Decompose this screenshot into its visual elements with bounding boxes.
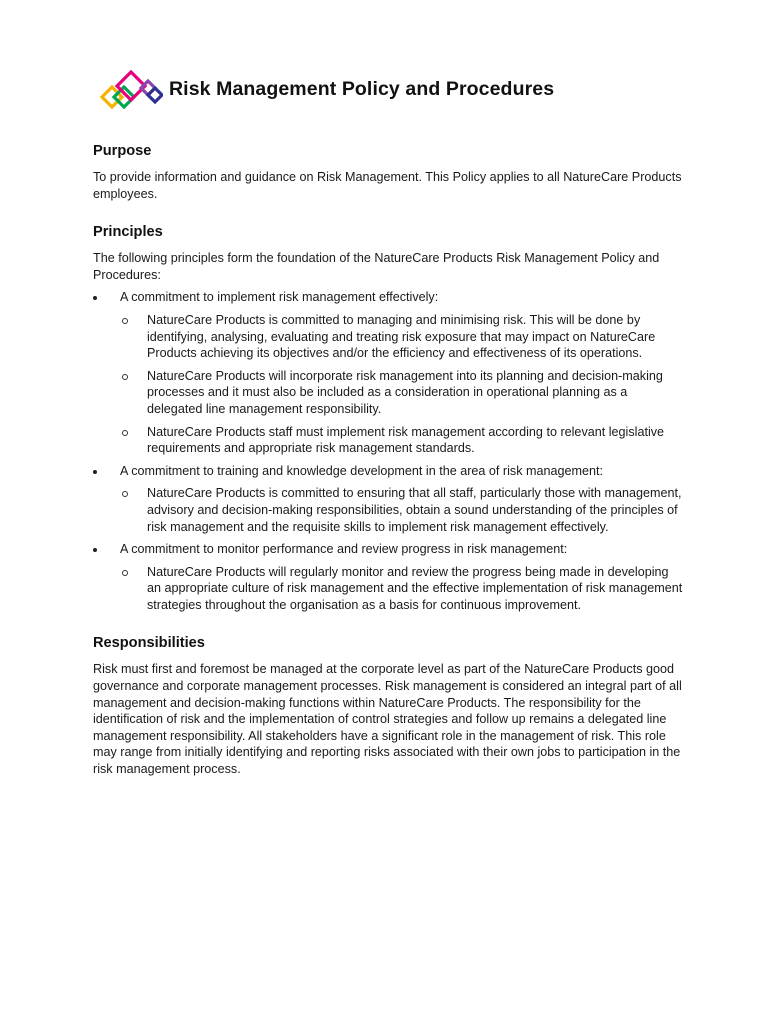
principle-sublist xyxy=(120,564,683,614)
principle-subitem xyxy=(120,564,683,614)
principle-item xyxy=(93,289,683,456)
responsibilities-heading: Responsibilities xyxy=(93,635,205,652)
principle-item xyxy=(93,463,683,535)
principles-list xyxy=(93,289,683,613)
principle-subitem xyxy=(120,368,683,418)
purpose-heading: Purpose xyxy=(93,143,152,159)
document-body xyxy=(93,141,683,798)
sub-bullet-icon xyxy=(122,491,128,497)
document-header xyxy=(99,66,554,112)
principle-text: A commitment to implement risk management effectively: xyxy=(120,290,439,305)
principle-subitem xyxy=(120,312,683,362)
principle-subitem-text: NatureCare Products is committed to ensuring that all staff, particularly those with management, advisory and decision-making responsibilities, obtain a sound understanding of the principles of risk management and the requisite skills to implement risk management effectively. xyxy=(147,486,682,534)
purpose-section xyxy=(93,141,683,202)
principles-section xyxy=(93,222,683,613)
principle-sublist xyxy=(120,485,683,535)
sub-bullet-icon xyxy=(122,430,128,436)
responsibilities-text: Risk must first and foremost be managed at the corporate level as part of the NatureCare Products good governance and corporate management processes. Risk management is considered an integral part of all management and decision-making functions within NatureCare Products. The responsibility for the identification of risk and the implementation of control strategies and follow up remains a delegated line management responsibility. All stakeholders have a significant role in the management of risk. This role may range from initially identifying and reporting risks associated with their own jobs to participation in the risk management process. xyxy=(93,662,682,777)
principle-subitem xyxy=(120,424,683,457)
principle-item xyxy=(93,541,683,613)
principle-subitem-text: NatureCare Products will regularly monitor and review the progress being made in developing an appropriate culture of risk management and the effective implementation of risk management strategies throughout the organisation as a basis for continuous improvement. xyxy=(147,564,683,612)
principle-subitem xyxy=(120,485,683,535)
principles-heading: Principles xyxy=(93,224,163,241)
principle-text: A commitment to training and knowledge development in the area of risk management: xyxy=(120,463,604,478)
bullet-icon xyxy=(93,296,97,300)
purpose-text: To provide information and guidance on Risk Management. This Policy applies to all NatureCare Products employees. xyxy=(93,170,682,201)
principle-subitem-text: NatureCare Products staff must implement risk management according to relevant legislative requirements and appropriate risk management standards. xyxy=(147,424,665,456)
principle-subitem-text: NatureCare Products is committed to managing and minimising risk. This will be done by identifying, analysing, evaluating and treating risk exposure that may impact on NatureCare Products achieving its objectives and/or the efficiency and effectiveness of its operations. xyxy=(147,312,656,361)
document-title: Risk Management Policy and Procedures xyxy=(169,77,555,100)
sub-bullet-icon xyxy=(122,318,128,324)
responsibilities-section xyxy=(93,633,683,777)
bullet-icon xyxy=(93,548,97,552)
bullet-icon xyxy=(93,470,97,474)
principle-sublist xyxy=(120,312,683,457)
sub-bullet-icon xyxy=(122,374,128,380)
principle-subitem-text: NatureCare Products will incorporate risk management into its planning and decision-making processes and it must also be included as a consideration in operational planning as a delegated line management responsibility. xyxy=(147,368,663,416)
principle-text: A commitment to monitor performance and review progress in risk management: xyxy=(120,542,568,557)
overlapping-diamonds-logo-icon xyxy=(99,66,163,112)
principles-intro: The following principles form the foundation of the NatureCare Products Risk Management Policy and Procedures: xyxy=(93,251,660,282)
sub-bullet-icon xyxy=(122,570,128,576)
